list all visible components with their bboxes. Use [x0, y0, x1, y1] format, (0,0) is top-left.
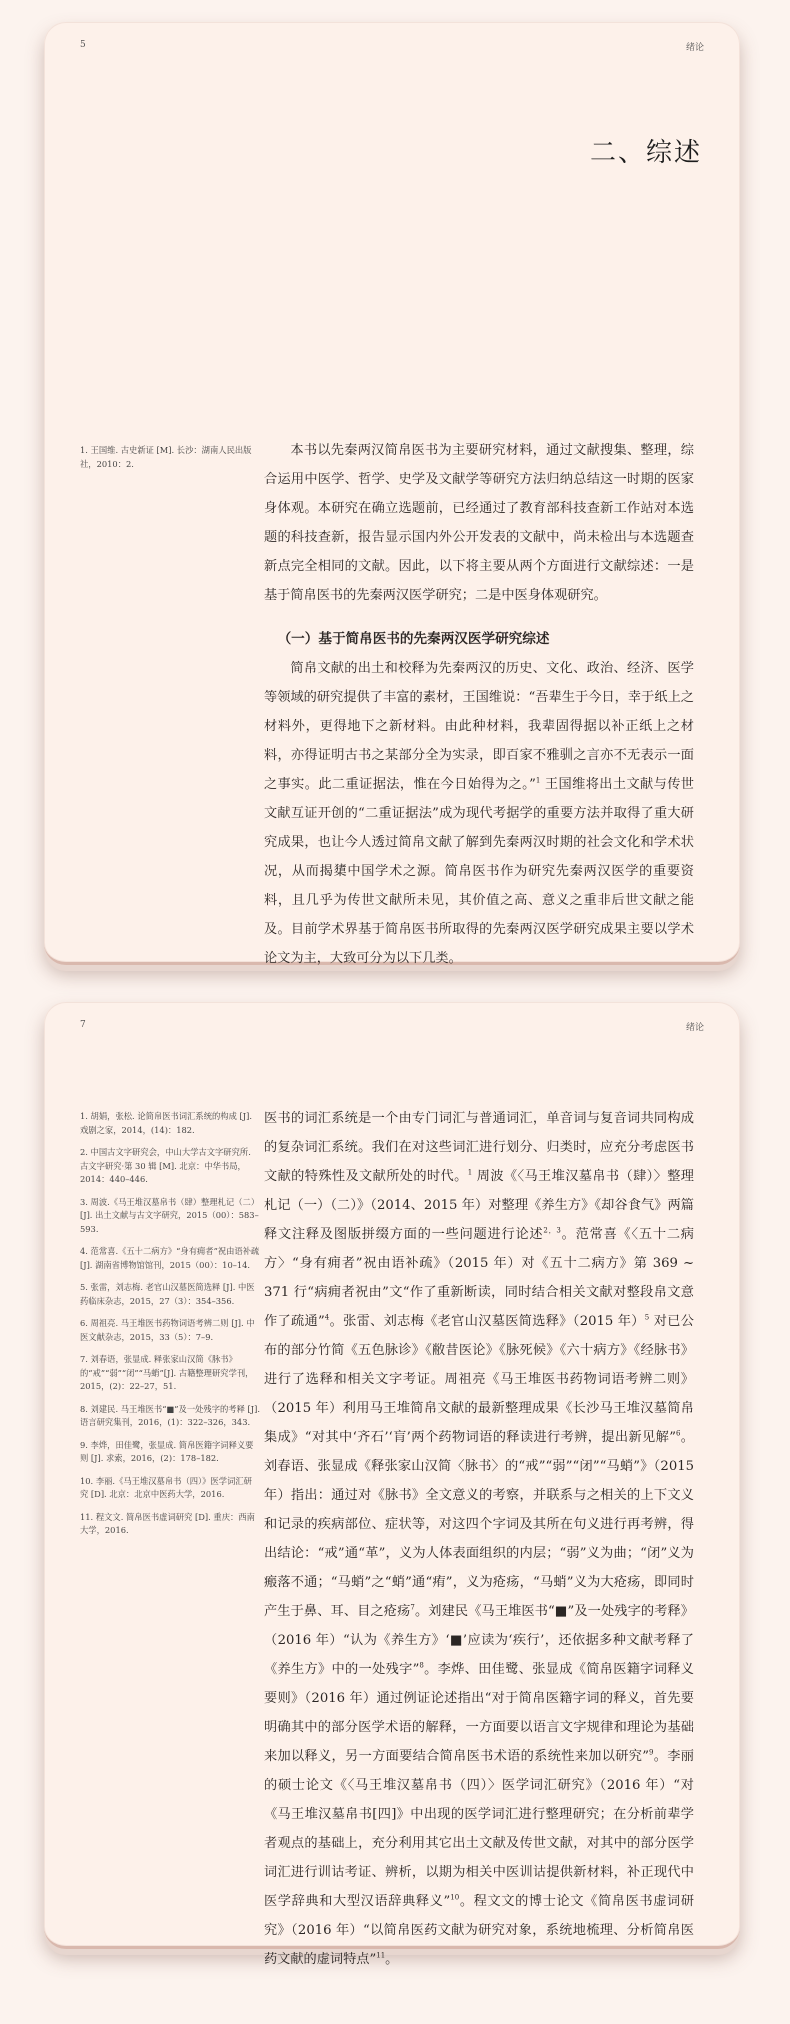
book-page-5: [44, 22, 740, 965]
running-head: 绪论: [685, 1023, 704, 1033]
footnote: 9. 李烨，田佳鹭，张显成. 简帛医籍字词释义要则 [J]. 求索，2016，(2)：178–182.: [80, 1439, 254, 1463]
footnote: 8. 刘建民. 马王堆医书“■”及一处残字的考释 [J]. 语言研究集刊，2016，(1)：322–326，343.: [80, 1403, 260, 1427]
footnote: 1. 王国维. 古史新证 [M]. 长沙：湖南人民出版社，2010：2.: [80, 445, 252, 469]
footnote: 3. 周波.《马王堆汉墓帛书（肆）整理札记（二）[J]. 出土文献与古文字研究，2015（00）：583–593.: [80, 1196, 260, 1234]
footnote-ref: 1: [535, 776, 541, 785]
footnote: 10. 李丽.《马王堆汉墓帛书（四）》医学词汇研究 [D]. 北京：北京中医药大学，2016.: [80, 1475, 252, 1499]
body-segment: 。李烨、田佳鹭、张显成《简帛医籍字词释义要则》（2016 年）通过例证论述指出“对于简帛医籍字词的释义，首先要明确其中的部分医学术语的解释，一方面要以语言文字规律和理论为基础来加以释义，另一方面要结合简帛医书术语的系统性来加以研究”: [264, 1662, 694, 1764]
body-segment: 。李丽的硕士论文《〈马王堆汉墓帛书（四）〉医学词汇研究》（2016 年）“对《马王堆汉墓帛书[四]》中出现的医学词汇进行整理研究；在分析前辈学者观点的基础上，充分利用其它出土文献及传世文献，对其中的部分医学词汇进行训诂考证、辨析，以期为相关中医训诂提供新材料，补正现代中医学辞典和大型汉语辞典释义”: [264, 1749, 694, 1909]
footnote-ref: 7: [410, 1603, 415, 1612]
main-text: [264, 436, 694, 973]
body-segment: 。程文文的博士论文《简帛医书虚词研究》（2016 年）“以简帛医药文献为研究对象，系统地梳理、分析简帛医药文献的虚词特点”: [264, 1894, 695, 1967]
body-segment: 对已公布的部分竹简《五色脉诊》《敝昔医论》《脉死候》《六十病方》《经脉书》进行了选释和相关文字考证。周祖亮《马王堆医书药物词语考辨二则》（2015 年）利用马王堆简帛文献的最新整理成果《长沙马王堆汉墓简帛集成》“对其中‘齐石’‘肓’两个药物词语的释读进行考辨，提出新见解”: [264, 1314, 694, 1445]
footnote-list: [80, 444, 260, 480]
footnote-list: [80, 1110, 260, 1547]
book-page-7: [44, 1002, 740, 1967]
body-paragraph: [264, 1104, 694, 1974]
footnote-ref: 9: [649, 1748, 654, 1757]
footnote: 4. 范常喜.《五十二病方》“身有痈者”祝由语补疏 [J]. 湖南省博物馆馆刊，2015（00）：10–14.: [80, 1246, 260, 1270]
body-segment: 。张雷、刘志梅《老官山汉墓医简选释》（2015 年）: [329, 1314, 645, 1329]
footnote: 6. 周祖亮. 马王堆医书药物词语考辨二则 [J]. 中医文献杂志，2015，33（5）：7–9.: [80, 1318, 255, 1342]
page-number: 5: [80, 40, 86, 50]
footnote-ref: 1: [467, 1168, 473, 1177]
footnote-ref: 5: [644, 1313, 650, 1322]
footnote-ref: 8: [419, 1661, 424, 1670]
page-number: 7: [80, 1020, 86, 1030]
footnote-ref: 2，3: [543, 1226, 561, 1235]
chapter-title: 二、综述: [589, 138, 702, 168]
section-text-a: 简帛文献的出土和校释为先秦两汉的历史、文化、政治、经济、医学等领域的研究提供了丰富的素材，王国维说：“吾辈生于今日，幸于纸上之材料外，更得地下之新材料。由此种材料，我辈固得据以补正纸上之材料，亦得证明古书之某部分全为实录，即百家不雅驯之言亦不无表示一面之事实。此二重证据法，惟在今日始得为之。”: [264, 661, 694, 792]
running-head: 绪论: [685, 43, 704, 53]
footnote-ref: 11: [376, 1951, 386, 1960]
body-segment: 。刘春语、张显成《释张家山汉简〈脉书〉的“戒”“弱”“闭”“马蛸”》（2015 年）指出：通过对《脉书》全文意义的考察，并联系与之相关的上下文义和记录的疾病部位、症状等，对这四个字词及其所在句义进行再考辨，得出结论：“戒”通“革”，义为人体表面组织的内层；“弱”义为曲；“闭”义为瘢落不通；“马蛸”之“蛸”通“痏”，义为疮疡，“马蛸”义为大疮疡，即同时产生于鼻、耳、目之疮疡: [264, 1430, 694, 1619]
main-text: [264, 1104, 694, 1974]
section-heading: （一）基于简帛医书的先秦两汉医学研究综述: [277, 631, 550, 647]
footnote: 7. 刘春语，张显成. 释张家山汉简《脉书》的“戒”“弱”“闭”“马蛸”[J]. 古籍整理研究学刊，2015，(2)：22–27，51.: [80, 1354, 254, 1391]
section-paragraph: [264, 654, 694, 973]
footnote-ref: 4: [324, 1313, 330, 1322]
footnote-ref: 6: [675, 1429, 681, 1438]
body-segment: 周波《〈马王堆汉墓帛书（肆）〉整理札记（一）（二）》（2014、2015 年）对整理《养生方》《却谷食气》两篇释文注释及图版拼缀方面的一些问题进行论述: [264, 1169, 694, 1242]
body-segment: 医书的词汇系统是一个由专门词汇与普通词汇，单音词与复音词共同构成的复杂词汇系统。我们在对这些词汇进行划分、归类时，应充分考虑医书文献的特殊性及文献所处的时代。: [264, 1111, 694, 1184]
footnote: 2. 中国古文字研究会，中山大学古文字研究所. 古文字研究·第 30 辑 [M]. 北京：中华书局，2014：440–446.: [80, 1147, 251, 1184]
body-segment: 。刘建民《马王堆医书“■”及一处残字的考释》（2016 年）“认为《养生方》‘■’应读为‘疾行’，还依据多种文献考释了《养生方》中的一处残字”: [264, 1604, 694, 1677]
footnote-ref: 10: [450, 1893, 460, 1902]
footnote: 11. 程文文. 简帛医书虚词研究 [D]. 重庆：西南大学，2016.: [80, 1511, 255, 1535]
body-segment: 。: [385, 1952, 399, 1967]
footnote: 5. 张雷，刘志梅. 老官山汉墓医简选释 [J]. 中医药临床杂志，2015，27（3）：354–356.: [80, 1282, 255, 1306]
body-segment: 。范常喜《〈五十二病方〉“身有痈者”祝由语补疏》（2015 年）对《五十二病方》第 369 ~ 371 行“病痈者祝由”文“作了重新断读，同时结合相关文献对整段帛文意作了疏通”: [264, 1227, 694, 1329]
section-text-b: 王国维将出土文献与传世文献互证开创的“二重证据法”成为现代考据学的重要方法并取得了重大研究成果，也让今人透过简帛文献了解到先秦两汉时期的社会文化和学术状况，从而揭橥中国学术之源。简帛医书作为研究先秦两汉医学的重要资料，且几乎为传世文献所未见，其价值之高、意义之重非后世文献之能及。目前学术界基于简帛医书所取得的先秦两汉医学研究成果主要以学术论文为主，大致可分为以下几类。: [264, 777, 694, 966]
intro-paragraph: 本书以先秦两汉简帛医书为主要研究材料，通过文献搜集、整理，综合运用中医学、哲学、史学及文献学等研究方法归纳总结这一时期的医家身体观。本研究在确立选题前，已经通过了教育部科技查新工作站对本选题的科技查新，报告显示国内外公开发表的文献中，尚未检出与本选题查新点完全相同的文献。因此，以下将主要从两个方面进行文献综述：一是基于简帛医书的先秦两汉医学研究；二是中医身体观研究。: [264, 443, 694, 603]
footnote: 1. 胡娟，张松. 论简帛医书词汇系统的构成 [J]. 戏剧之家，2014，(14)：182.: [80, 1111, 252, 1135]
